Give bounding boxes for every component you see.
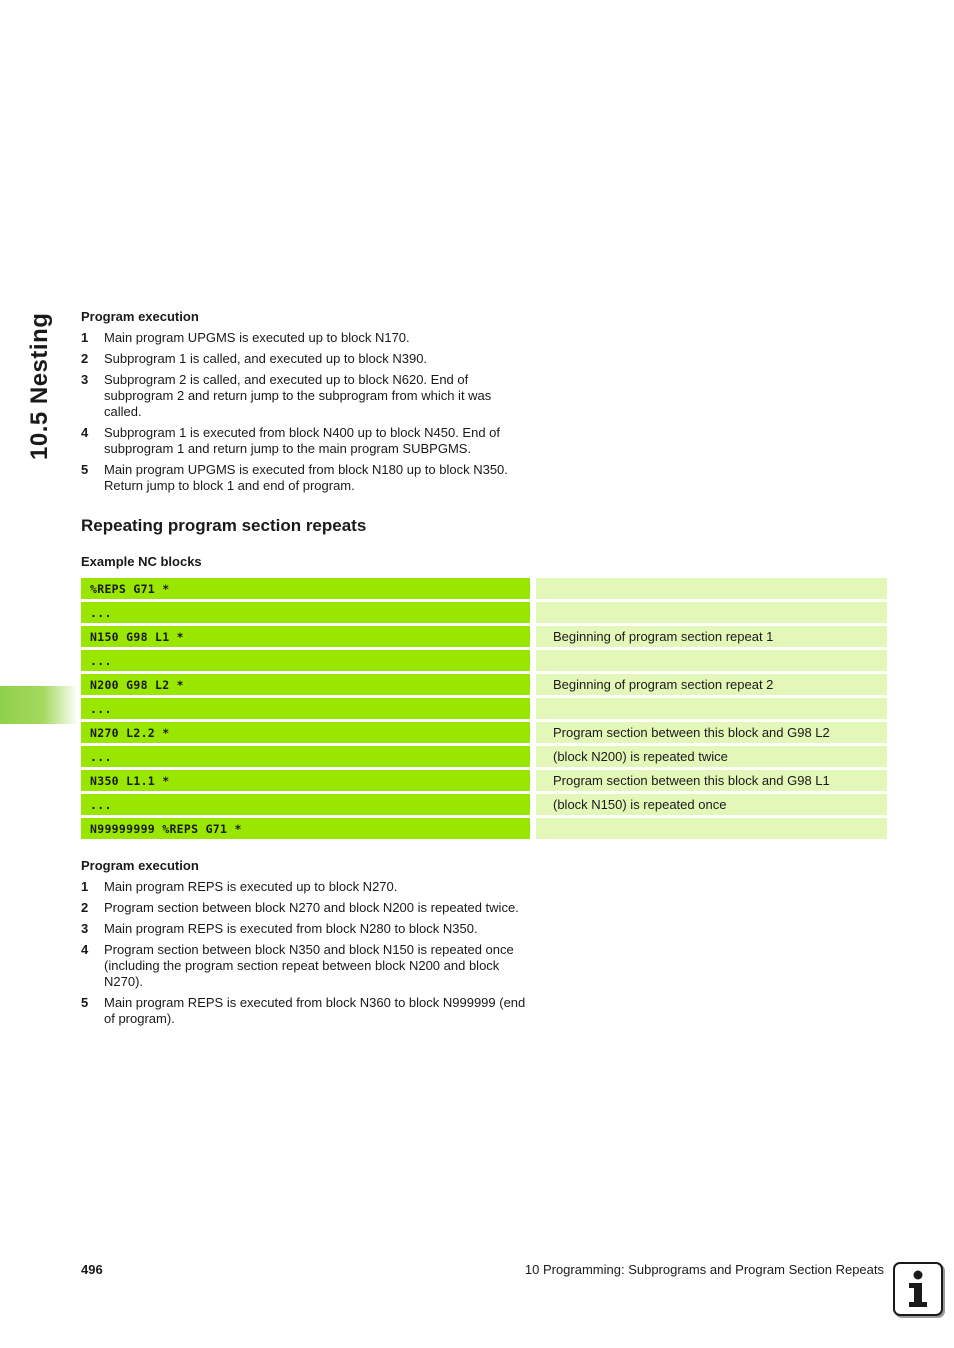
nc-code-cell: ... [81,746,530,767]
nc-note-cell: Program section between this block and G98 L2 [536,722,887,743]
section-heading: Repeating program section repeats [81,516,367,535]
nc-code-cell: N99999999 %REPS G71 * [81,818,530,839]
table-row [81,578,887,599]
nc-blocks-table [81,575,887,842]
nc-note-cell: (block N150) is repeated once [536,794,887,815]
nc-code-cell: N150 G98 L1 * [81,626,530,647]
list-item: 1 Main program REPS is executed up to block N270. [81,879,398,894]
table-row [81,770,887,791]
list-item: 1 Main program UPGMS is executed up to block N170. [81,330,410,345]
nc-code-cell: ... [81,794,530,815]
program-execution-label-2: Program execution [81,858,199,873]
list-item: 4 Program section between block N350 and block N150 is repeated once (including the program section repeat between block N200 and block N270). [81,942,514,989]
nc-code-cell: N200 G98 L2 * [81,674,530,695]
table-row [81,794,887,815]
table-row [81,626,887,647]
chapter-side-title: 10.5 Nesting [26,312,53,460]
list-item: 3 Subprogram 2 is called, and executed up to block N620. End of subprogram 2 and return jump to the subprogram from which it was called. [81,372,492,419]
chapter-tab-marker [0,686,78,724]
nc-code-cell: %REPS G71 * [81,578,530,599]
nc-note-cell: Beginning of program section repeat 2 [536,674,887,695]
nc-code-cell: ... [81,698,530,719]
nc-code-cell: N270 L2.2 * [81,722,530,743]
table-row [81,650,887,671]
nc-note-cell [536,698,887,719]
list-item: 2 Program section between block N270 and block N200 is repeated twice. [81,900,519,915]
nc-code-cell: ... [81,602,530,623]
list-item: 5 Main program UPGMS is executed from block N180 up to block N350. Return jump to block 1 and end of program. [81,462,508,493]
info-glyph-icon [905,1270,931,1308]
table-row [81,818,887,839]
nc-note-cell [536,602,887,623]
info-icon[interactable] [893,1262,943,1316]
list-item: 5 Main program REPS is executed from block N360 to block N999999 (end of program). [81,995,526,1026]
list-item: 2 Subprogram 1 is called, and executed up to block N390. [81,351,428,366]
nc-note-cell [536,650,887,671]
example-nc-blocks-label: Example NC blocks [81,554,202,569]
list-item: 3 Main program REPS is executed from block N280 to block N350. [81,921,478,936]
table-row [81,722,887,743]
nc-code-cell: N350 L1.1 * [81,770,530,791]
table-row [81,698,887,719]
table-row [81,674,887,695]
list-item: 4 Subprogram 1 is executed from block N400 up to block N450. End of subprogram 1 and return jump to the main program SUBPGMS. [81,425,500,456]
page-number: 496 [81,1262,103,1277]
intro-execution-steps [81,330,531,499]
nc-code-cell: ... [81,650,530,671]
nc-note-cell: Program section between this block and G98 L1 [536,770,887,791]
table-row [81,602,887,623]
nc-note-cell [536,578,887,599]
nc-note-cell: (block N200) is repeated twice [536,746,887,767]
program-execution-label: Program execution [81,309,199,324]
chapter-footer: 10 Programming: Subprograms and Program Section Repeats [524,1262,884,1277]
nc-note-cell [536,818,887,839]
nc-note-cell: Beginning of program section repeat 1 [536,626,887,647]
table-row [81,746,887,767]
second-execution-steps [81,879,531,1032]
